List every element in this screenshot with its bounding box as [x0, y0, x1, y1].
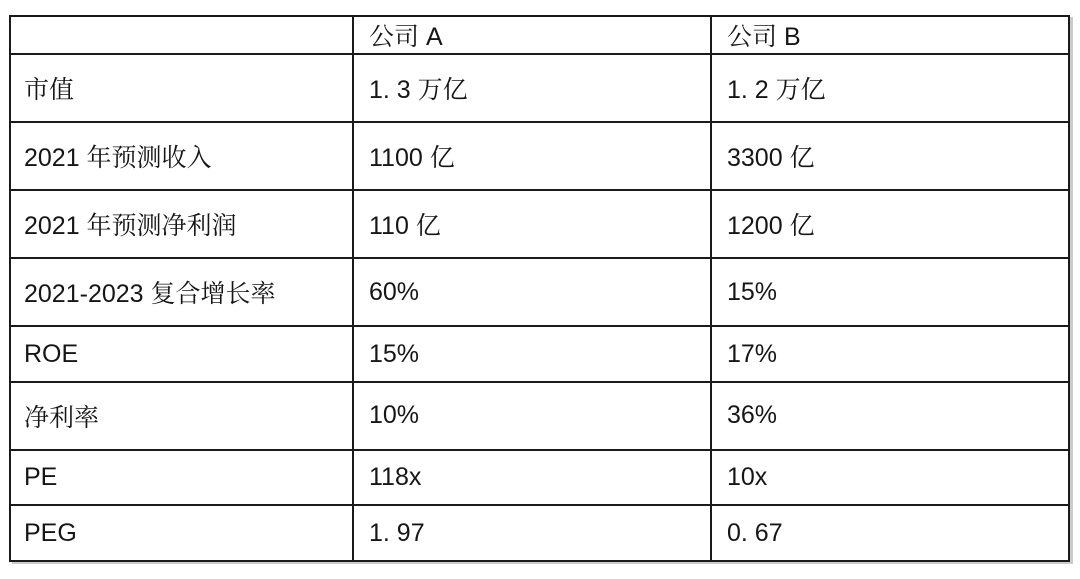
company-b-header-cell: 公司 B	[711, 16, 1069, 54]
header-row	[10, 16, 1069, 54]
net-profit-2021-company-a-cell: 110 亿	[353, 190, 711, 258]
market-cap-label-cell: 市值	[10, 54, 353, 122]
cagr-2021-2023-label-cell: 2021-2023 复合增长率	[10, 258, 353, 326]
table-row-net-profit-2021	[10, 190, 1069, 258]
net-margin-company-a-cell: 10%	[353, 382, 711, 450]
net-margin-label-cell: 净利率	[10, 382, 353, 450]
table-row-roe	[10, 326, 1069, 382]
company-a-header-cell: 公司 A	[353, 16, 711, 54]
metric-header-cell	[10, 16, 353, 54]
table-row-cagr-2021-2023	[10, 258, 1069, 326]
market-cap-company-b-cell: 1. 2 万亿	[711, 54, 1069, 122]
net-margin-company-b-cell: 36%	[711, 382, 1069, 450]
roe-label-cell: ROE	[10, 326, 353, 382]
cagr-2021-2023-company-b-cell: 15%	[711, 258, 1069, 326]
peg-company-b-cell: 0. 67	[711, 505, 1069, 561]
table-row-peg	[10, 505, 1069, 561]
revenue-2021-company-a-cell: 1100 亿	[353, 122, 711, 190]
table-row-pe	[10, 450, 1069, 506]
revenue-2021-company-b-cell: 3300 亿	[711, 122, 1069, 190]
market-cap-company-a-cell: 1. 3 万亿	[353, 54, 711, 122]
net-profit-2021-label-cell: 2021 年预测净利润	[10, 190, 353, 258]
net-profit-2021-company-b-cell: 1200 亿	[711, 190, 1069, 258]
cagr-2021-2023-company-a-cell: 60%	[353, 258, 711, 326]
pe-company-b-cell: 10x	[711, 450, 1069, 506]
table-row-market-cap	[10, 54, 1069, 122]
comparison-table	[9, 15, 1070, 562]
revenue-2021-label-cell: 2021 年预测收入	[10, 122, 353, 190]
peg-company-a-cell: 1. 97	[353, 505, 711, 561]
pe-company-a-cell: 118x	[353, 450, 711, 506]
table-row-revenue-2021	[10, 122, 1069, 190]
pe-label-cell: PE	[10, 450, 353, 506]
roe-company-a-cell: 15%	[353, 326, 711, 382]
table-row-net-margin	[10, 382, 1069, 450]
roe-company-b-cell: 17%	[711, 326, 1069, 382]
peg-label-cell: PEG	[10, 505, 353, 561]
